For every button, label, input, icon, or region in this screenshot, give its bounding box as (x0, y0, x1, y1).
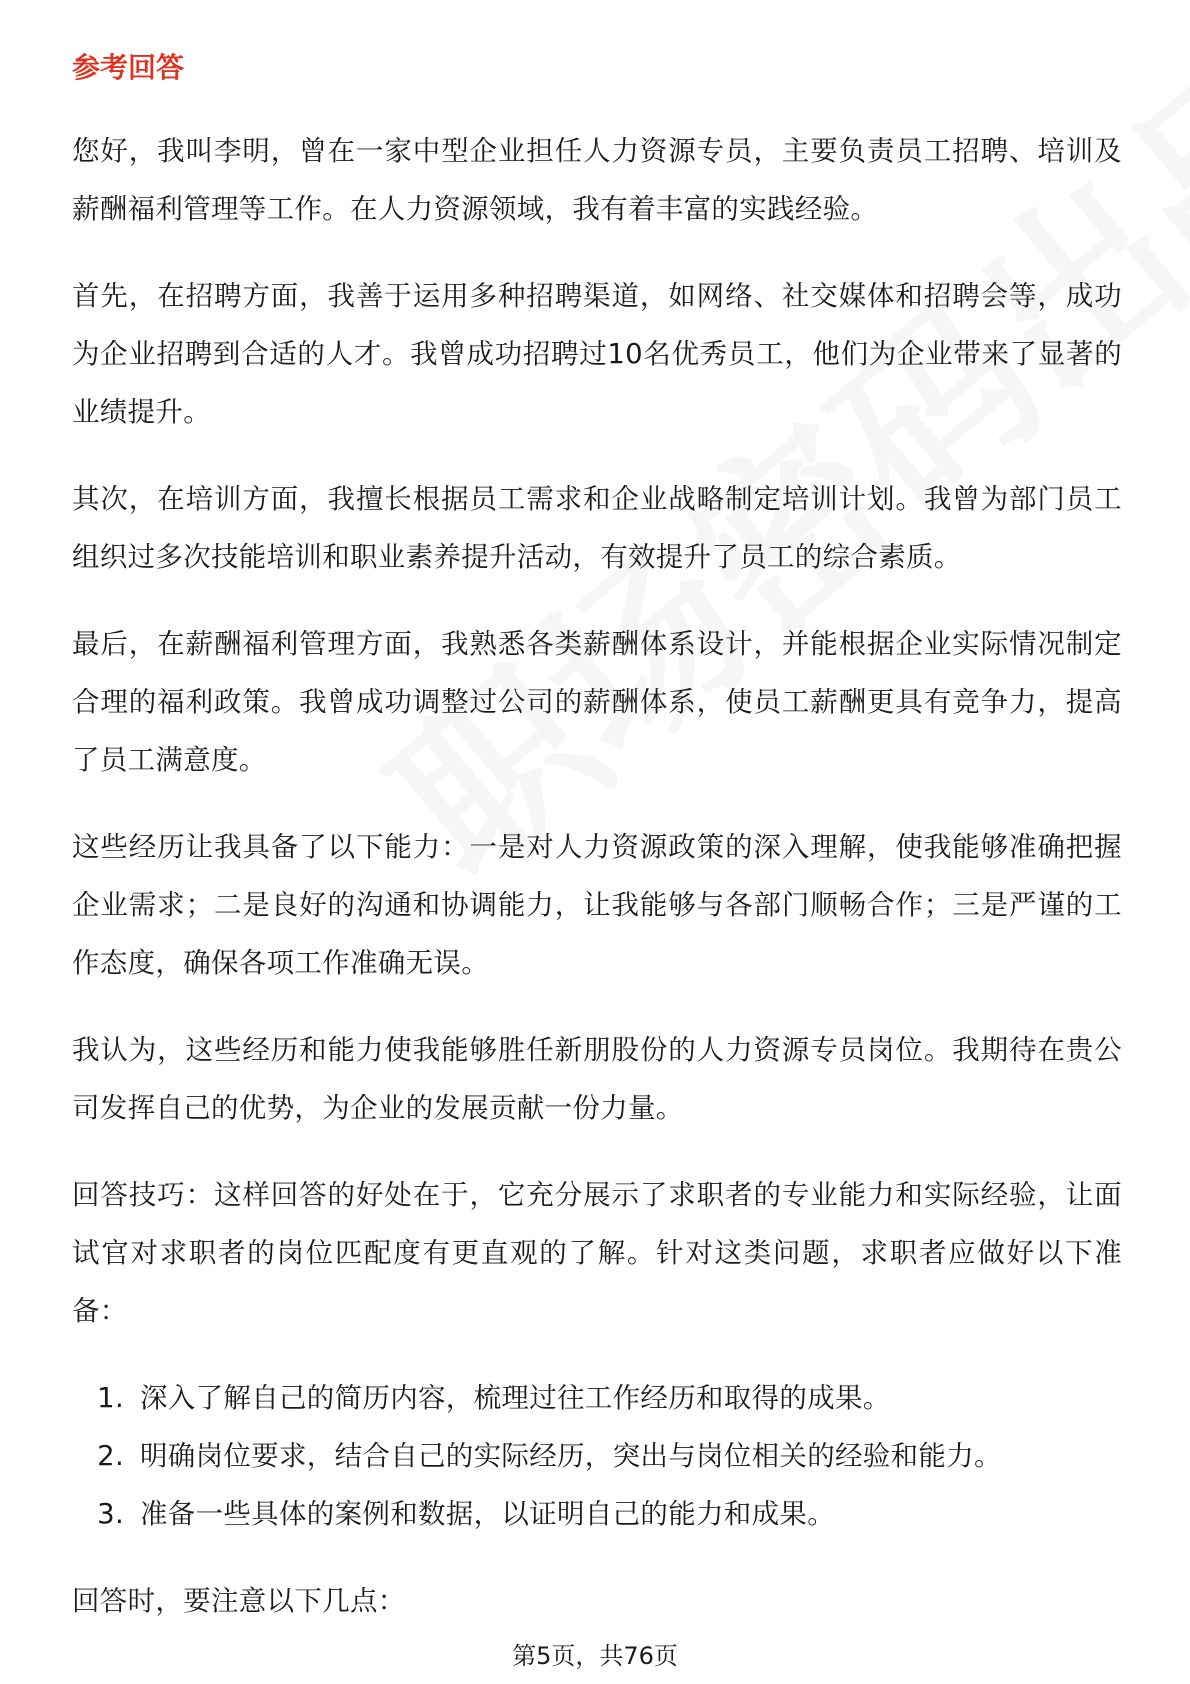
preparation-list (72, 1369, 1122, 1543)
section-heading: 参考回答 (72, 51, 185, 84)
paragraph-abilities: 这些经历让我具备了以下能力：一是对人力资源政策的深入理解，使我能够准确把握企业需求；二是良好的沟通和协调能力，让我能够与各部门顺畅合作；三是严谨的工作态度，确保各项工作准确无误。 (72, 831, 1122, 979)
list-number: 1. (97, 1382, 124, 1414)
paragraph-conclusion: 我认为，这些经历和能力使我能够胜任新朋股份的人力资源专员岗位。我期待在贵公司发挥自己的优势，为企业的发展贡献一份力量。 (72, 1034, 1122, 1124)
list-text: 深入了解自己的简历内容，梳理过往工作经历和取得的成果。 (140, 1382, 891, 1414)
paragraph-compensation: 最后，在薪酬福利管理方面，我熟悉各类薪酬体系设计，并能根据企业实际情况制定合理的福利政策。我曾成功调整过公司的薪酬体系，使员工薪酬更具有竞争力，提高了员工满意度。 (72, 628, 1122, 776)
list-text: 明确岗位要求，结合自己的实际经历，突出与岗位相关的经验和能力。 (140, 1440, 1002, 1472)
list-item (72, 1369, 1122, 1427)
list-number: 3. (97, 1498, 124, 1530)
paragraph-training: 其次，在培训方面，我擅长根据员工需求和企业战略制定培训计划。我曾为部门员工组织过多次技能培训和职业素养提升活动，有效提升了员工的综合素质。 (72, 483, 1122, 573)
paragraph-intro: 您好，我叫李明，曾在一家中型企业担任人力资源专员，主要负责员工招聘、培训及薪酬福利管理等工作。在人力资源领域，我有着丰富的实践经验。 (72, 135, 1122, 225)
paragraph-closing: 回答时，要注意以下几点： (72, 1585, 406, 1617)
list-text: 准备一些具体的案例和数据，以证明自己的能力和成果。 (140, 1498, 835, 1530)
paragraph-recruitment: 首先，在招聘方面，我善于运用多种招聘渠道，如网络、社交媒体和招聘会等，成功为企业招聘到合适的人才。我曾成功招聘过10名优秀员工，他们为企业带来了显著的业绩提升。 (72, 280, 1122, 428)
list-item (72, 1427, 1122, 1485)
document-page (72, 48, 1122, 1659)
list-item (72, 1485, 1122, 1543)
list-number: 2. (97, 1440, 124, 1472)
paragraph-tips: 回答技巧：这样回答的好处在于，它充分展示了求职者的专业能力和实际经验，让面试官对求职者的岗位匹配度有更直观的了解。针对这类问题，求职者应做好以下准备： (72, 1179, 1122, 1327)
page-number: 第5页，共76页 (512, 1642, 678, 1670)
